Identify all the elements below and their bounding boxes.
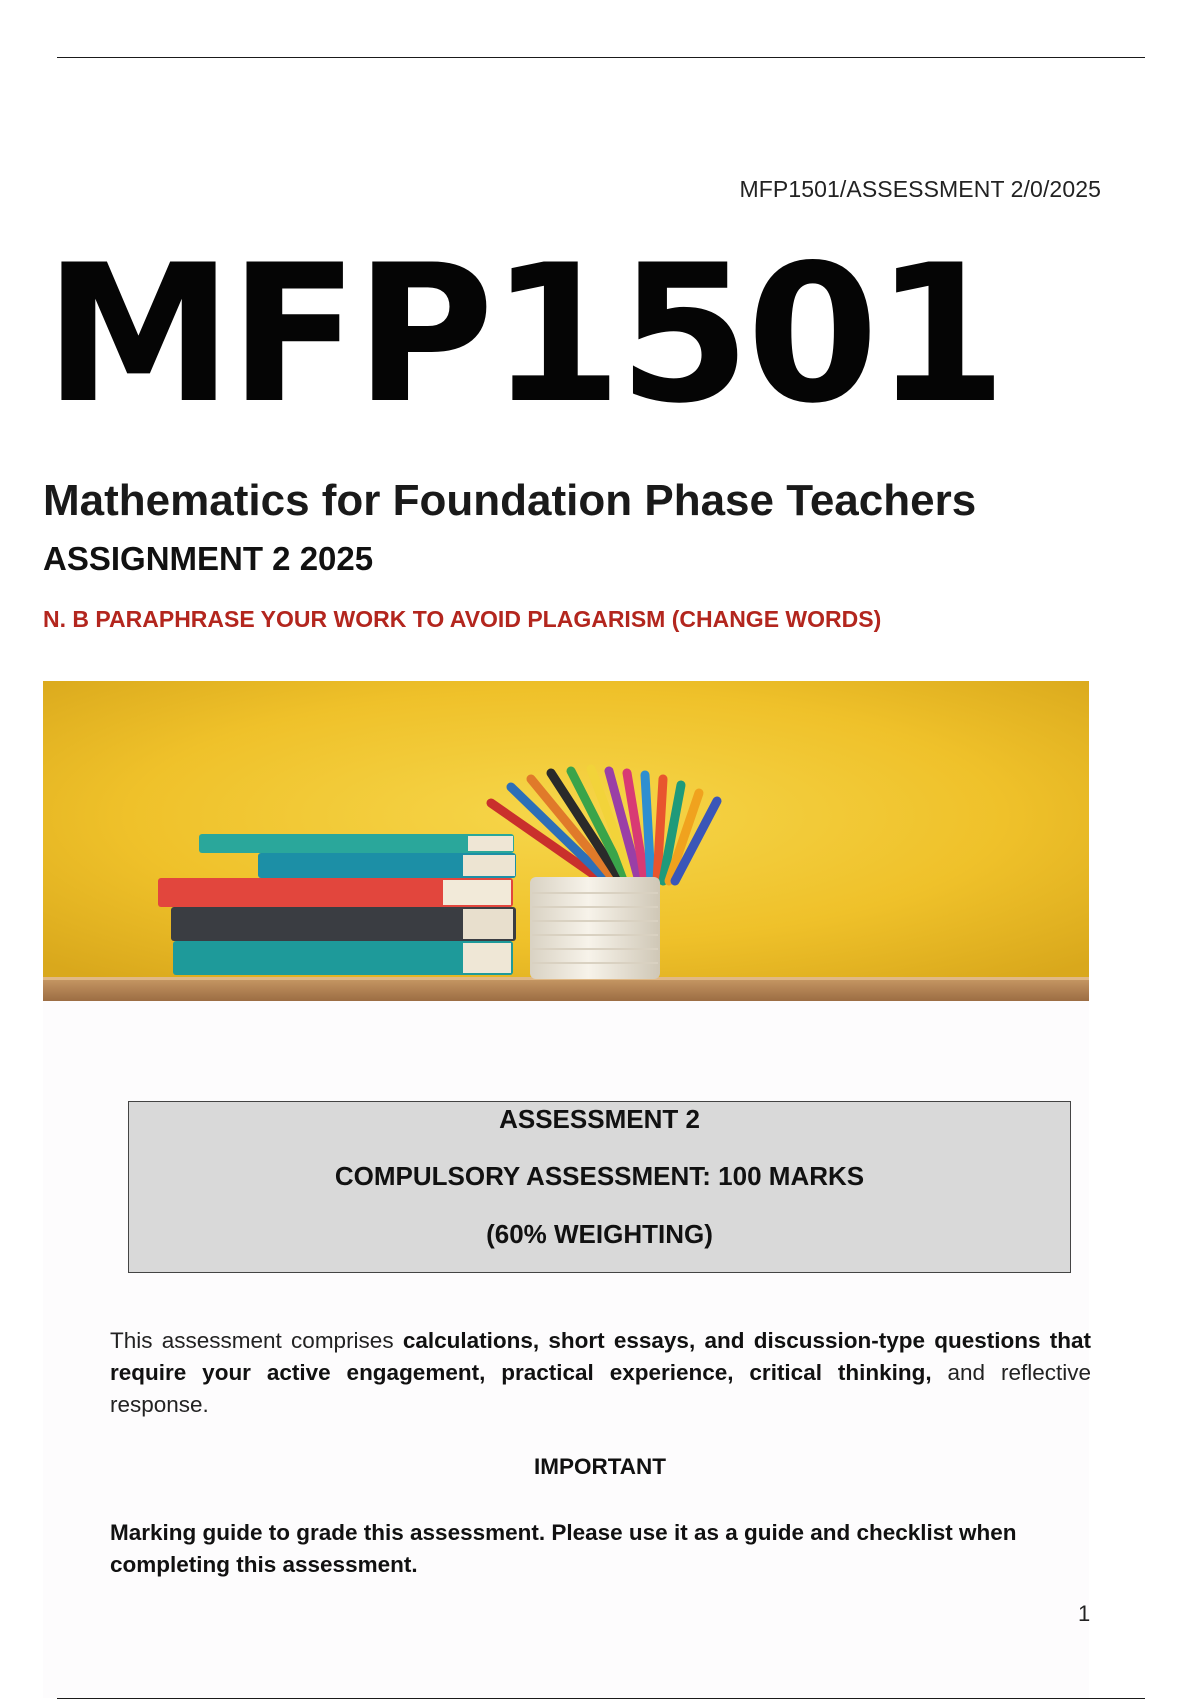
assessment-weighting: (60% WEIGHTING) <box>486 1219 713 1249</box>
assessment-marks: COMPULSORY ASSESSMENT: 100 MARKS <box>334 1161 865 1191</box>
assessment-number: ASSESSMENT 2 <box>499 1104 700 1134</box>
intro-text-bold: calculations, short essays, and discussion-type questions that require your active engagement, practical experience, critical thinking, <box>110 1328 1091 1385</box>
intro-paragraph <box>110 1325 1091 1421</box>
intro-text-end: and reflective response. <box>110 1360 1091 1417</box>
shelf <box>43 977 1089 1001</box>
marking-guide-note: Marking guide to grade this assessment. Please use it as a guide and checklist when completing this assessment. <box>110 1520 1017 1577</box>
plagiarism-notice: N. B PARAPHRASE YOUR WORK TO AVOID PLAGARISM (CHANGE WORDS) <box>43 606 882 632</box>
page-number: 1 <box>1078 1601 1091 1626</box>
pencil-cup <box>530 877 660 979</box>
assessment-summary-box <box>128 1101 1071 1273</box>
module-code-title: MFP1501 <box>44 224 1003 445</box>
bottom-rule <box>57 1698 1145 1699</box>
intro-text-start: This assessment comprises <box>110 1328 403 1353</box>
important-heading: IMPORTANT <box>533 1454 667 1479</box>
top-rule <box>57 57 1145 58</box>
course-title: Mathematics for Foundation Phase Teachers <box>43 476 977 525</box>
document-reference: MFP1501/ASSESSMENT 2/0/2025 <box>739 176 1101 202</box>
cover-photo <box>43 681 1089 1001</box>
assignment-label: ASSIGNMENT 2 2025 <box>43 540 374 577</box>
